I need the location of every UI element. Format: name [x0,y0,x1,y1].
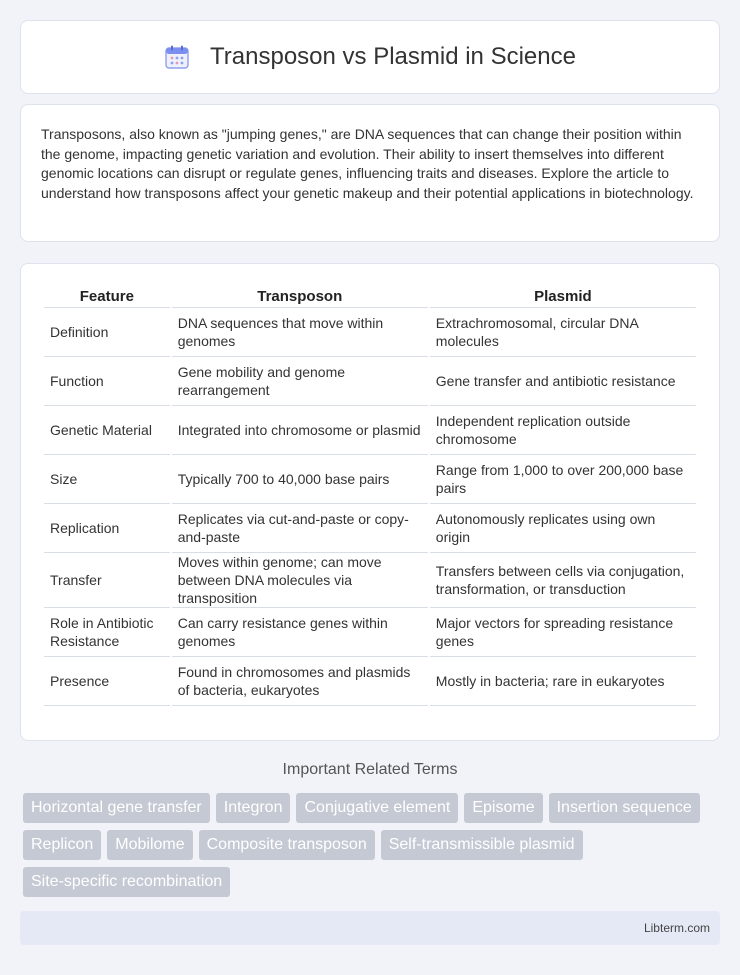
related-term-tag[interactable]: Mobilome [107,830,192,860]
table-row [44,357,696,406]
header-plasmid: Plasmid [430,284,696,308]
related-term-tag[interactable]: Self-transmissible plasmid [381,830,583,860]
transposon-cell: Found in chromosomes and plasmids of bacteria, eukaryotes [172,657,428,706]
transposon-cell: DNA sequences that move within genomes [172,308,428,357]
table-row [44,657,696,706]
transposon-cell: Can carry resistance genes within genomes [172,608,428,657]
plasmid-cell: Transfers between cells via conjugation, transformation, or transduction [430,553,696,608]
page-title: Transposon vs Plasmid in Science [210,43,576,70]
table-row [44,406,696,455]
transposon-cell: Integrated into chromosome or plasmid [172,406,428,455]
comparison-table-card [20,263,720,741]
plasmid-cell: Range from 1,000 to over 200,000 base pairs [430,455,696,504]
transposon-cell: Typically 700 to 40,000 base pairs [172,455,428,504]
related-term-tag[interactable]: Replicon [23,830,101,860]
feature-cell: Transfer [44,553,170,608]
feature-cell: Presence [44,657,170,706]
plasmid-cell: Independent replication outside chromosome [430,406,696,455]
header-card [20,20,720,94]
feature-cell: Role in Antibiotic Resistance [44,608,170,657]
related-term-tag[interactable]: Conjugative element [296,793,458,823]
feature-cell: Size [44,455,170,504]
related-term-tag[interactable]: Episome [464,793,542,823]
intro-card [20,104,720,242]
feature-cell: Replication [44,504,170,553]
transposon-cell: Replicates via cut-and-paste or copy-and-paste [172,504,428,553]
related-terms-title: Important Related Terms [282,761,458,778]
table-row [44,455,696,504]
related-term-tag[interactable]: Site-specific recombination [23,867,230,897]
table-row [44,608,696,657]
transposon-cell: Moves within genome; can move between DNA molecules via transposition [172,553,428,608]
related-term-tag[interactable]: Composite transposon [199,830,375,860]
feature-cell: Function [44,357,170,406]
table-row [44,553,696,608]
table-row [44,504,696,553]
related-term-tag[interactable]: Integron [216,793,291,823]
related-term-tag[interactable]: Horizontal gene transfer [23,793,210,823]
related-term-tag[interactable]: Insertion sequence [549,793,700,823]
table-row [44,308,696,357]
table-header-row [44,284,696,308]
comparison-table [42,284,698,706]
header-transposon: Transposon [172,284,428,308]
transposon-cell: Gene mobility and genome rearrangement [172,357,428,406]
plasmid-cell: Mostly in bacteria; rare in eukaryotes [430,657,696,706]
calendar-icon [164,44,190,70]
header-feature: Feature [44,284,170,308]
related-terms-list [23,793,723,897]
footer [20,911,720,945]
intro-text: Transposons, also known as "jumping genes," are DNA sequences that can change their position within the genome, impacting genetic variation and evolution. Their ability to insert themselves into different genomic locations can disrupt or regulate genes, influencing traits and diseases. Explore the article to understand how transposons affect your genetic makeup and their potential applications in biotechnology. [41,126,694,201]
feature-cell: Definition [44,308,170,357]
plasmid-cell: Major vectors for spreading resistance genes [430,608,696,657]
plasmid-cell: Gene transfer and antibiotic resistance [430,357,696,406]
feature-cell: Genetic Material [44,406,170,455]
plasmid-cell: Autonomously replicates using own origin [430,504,696,553]
footer-site-link[interactable]: Libterm.com [643,921,710,935]
plasmid-cell: Extrachromosomal, circular DNA molecules [430,308,696,357]
